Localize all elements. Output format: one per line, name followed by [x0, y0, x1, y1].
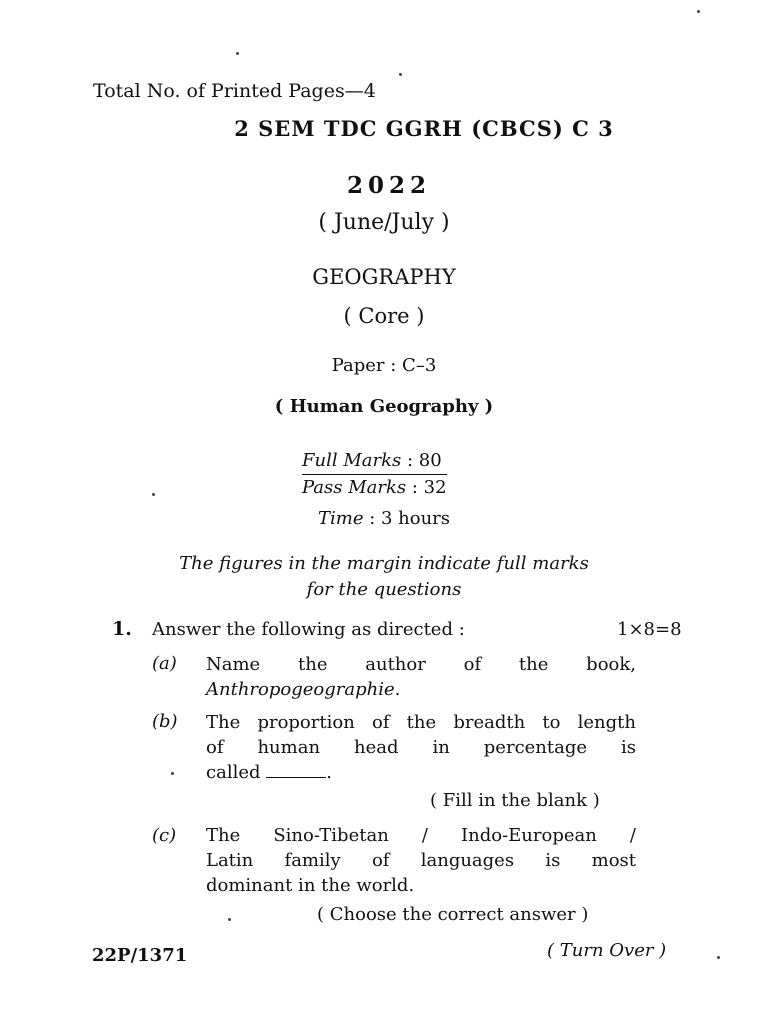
- part-c-text: [206, 823, 636, 898]
- time-label: Time: [317, 508, 364, 529]
- full-marks-label: Full Marks: [302, 450, 402, 471]
- question-text: Answer the following as directed :: [152, 619, 465, 640]
- question-marks: 1×8=8: [617, 619, 682, 640]
- part-b-text: [206, 710, 636, 785]
- pass-marks-label: Pass Marks: [302, 477, 407, 498]
- part-a-line-2: Anthropogeographie.: [206, 679, 401, 700]
- part-c-line-1: The Sino-Tibetan / Indo-European /: [206, 825, 636, 846]
- scan-speck: [399, 73, 402, 76]
- instruction-line-2: for the questions: [306, 579, 462, 600]
- part-b-line-3-end: .: [326, 762, 332, 783]
- part-b-label: (b): [152, 711, 178, 732]
- marks-block: [302, 448, 447, 500]
- part-c-line-3: dominant in the world.: [206, 875, 415, 896]
- scan-speck: [236, 52, 239, 55]
- full-marks: [302, 448, 447, 475]
- fill-blank-line: [266, 777, 326, 778]
- pass-marks-value: : 32: [406, 477, 447, 498]
- pass-marks: [302, 475, 447, 500]
- total-pages: Total No. of Printed Pages—4: [93, 80, 376, 102]
- part-c-line-2: Latin family of languages is most: [206, 850, 636, 871]
- scan-speck: [171, 772, 174, 775]
- footer-paper-code: 22P/1371: [92, 945, 188, 966]
- turn-over-note: ( Turn Over ): [547, 940, 667, 961]
- paper-title: ( Human Geography ): [274, 396, 494, 417]
- time-value: : 3 hours: [363, 508, 451, 529]
- exam-session: ( June/July ): [318, 210, 450, 235]
- part-b-line-3-text: called: [206, 762, 261, 783]
- instructions: [0, 551, 768, 603]
- part-c-label: (c): [152, 825, 177, 846]
- exam-code: 2 SEM TDC GGRH (CBCS) C 3: [234, 116, 614, 141]
- time-allowed: [0, 508, 768, 529]
- part-a-line-1: Name the author of the book,: [206, 654, 636, 675]
- paper-number: Paper : C–3: [331, 355, 437, 376]
- part-b-note: ( Fill in the blank ): [430, 790, 600, 811]
- instruction-line-1: The figures in the margin indicate full marks: [179, 553, 589, 574]
- part-c-note: ( Choose the correct answer ): [317, 904, 589, 925]
- part-a-label: (a): [152, 653, 177, 674]
- scan-speck: [152, 493, 155, 496]
- scan-speck: [697, 10, 700, 13]
- exam-year: 2022: [346, 172, 431, 199]
- scan-speck: [228, 918, 231, 921]
- part-b-line-1: The proportion of the breadth to length: [206, 712, 636, 733]
- part-b-line-3: [206, 760, 636, 785]
- subject-title: GEOGRAPHY: [312, 265, 456, 289]
- scan-speck: [717, 956, 720, 959]
- course-type: ( Core ): [343, 304, 425, 328]
- full-marks-value: : 80: [401, 450, 442, 471]
- question-number: 1.: [112, 618, 132, 640]
- part-b-line-2: of human head in percentage is: [206, 737, 636, 758]
- part-a-text: [206, 652, 636, 702]
